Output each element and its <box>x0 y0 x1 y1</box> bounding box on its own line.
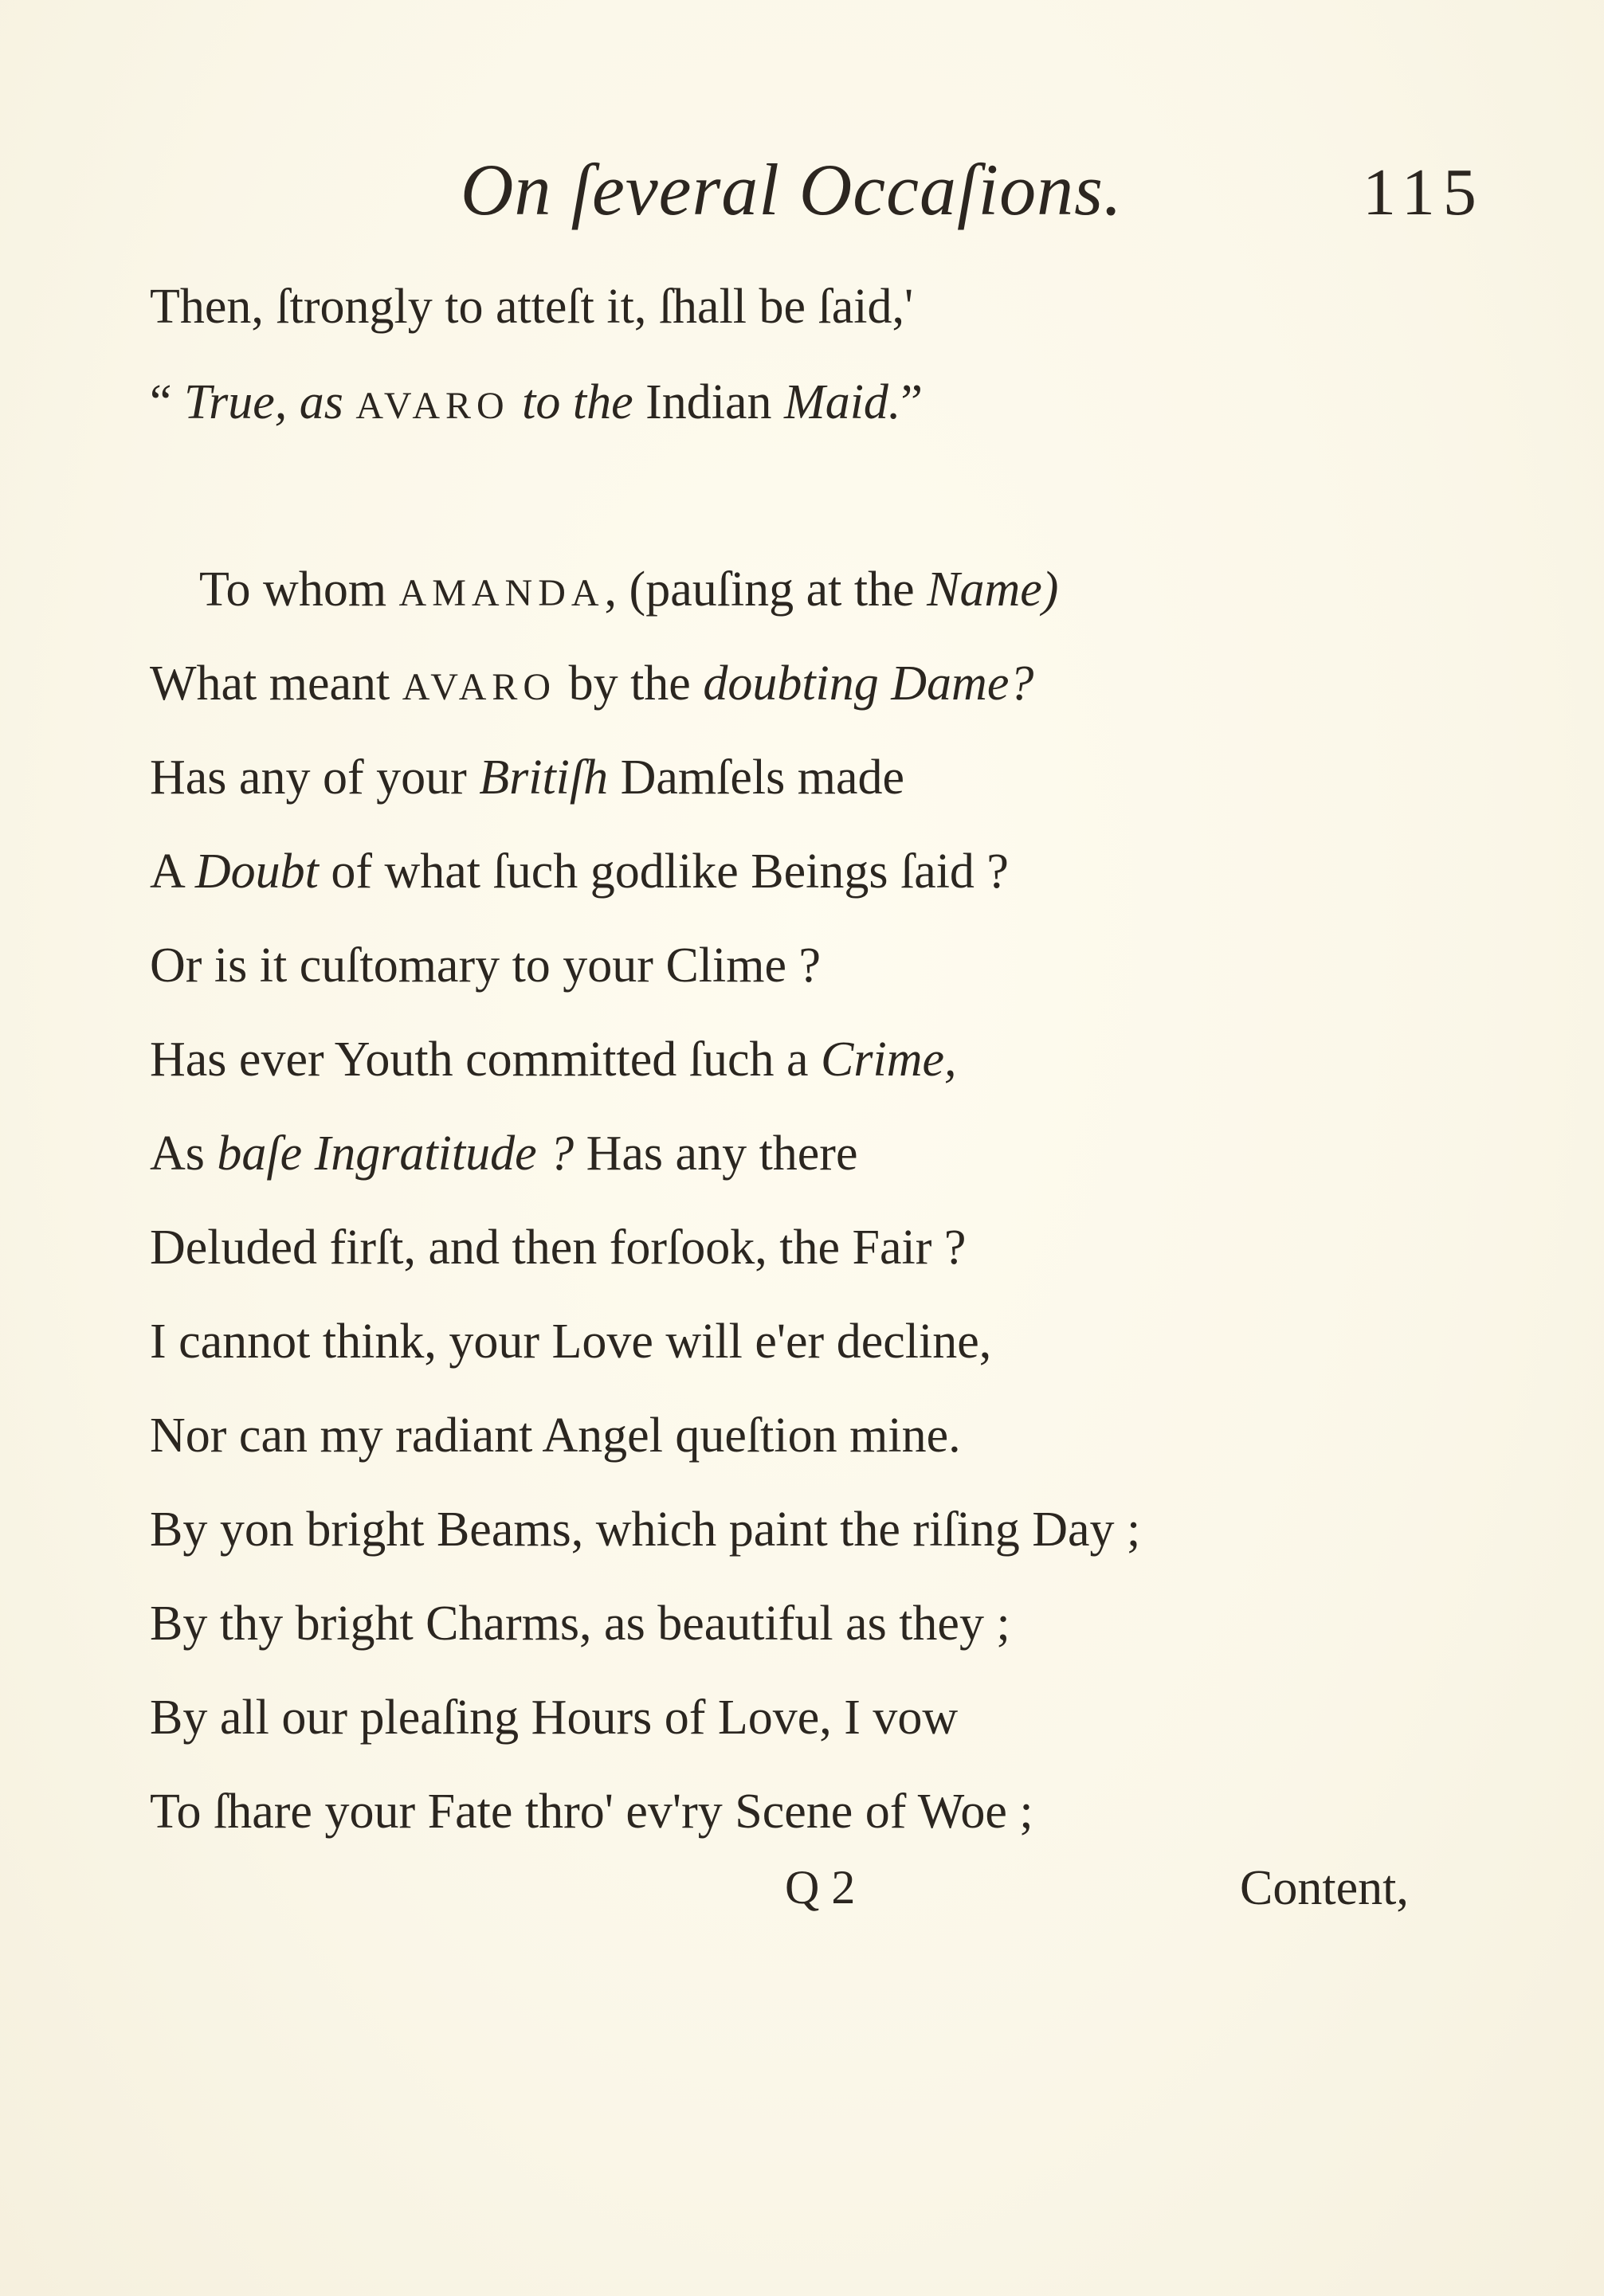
verse-line: By yon bright Beams, which paint the riſing Day ; <box>150 1503 1141 1557</box>
verse-line: To ſhare your Fate thro' ev'ry Scene of Woe ; <box>150 1785 1033 1839</box>
signature-mark: Q 2 <box>785 1861 856 1914</box>
page-header <box>0 139 1604 235</box>
verse-line: A Doubt of what ſuch godlike Beings ſaid ? <box>150 844 1009 899</box>
verse-line: Then, ſtrongly to atteſt it, ſhall be ſaid,' <box>150 280 914 334</box>
running-title: On ſeveral Occaſions. <box>461 149 1123 230</box>
catchword: Content, <box>1240 1861 1409 1915</box>
verse-line: Nor can my radiant Angel queſtion mine. <box>150 1409 961 1463</box>
page-number: 115 <box>1363 155 1484 229</box>
verse-line: By all our pleaſing Hours of Love, I vow <box>150 1691 959 1745</box>
verse-line: “ True, as AVARO to the Indian Maid.” <box>150 375 923 429</box>
verse-line: I cannot think, your Love will e'er decline, <box>150 1315 992 1369</box>
verse-line: Deluded firſt, and then forſook, the Fair ? <box>150 1220 967 1275</box>
verse-line: Or is it cuſtomary to your Clime ? <box>150 938 822 993</box>
verse-line: To whom AMANDA, (pauſing at the Name) <box>199 562 1059 617</box>
verse-line: Has any of your Britiſh Damſels made <box>150 750 905 805</box>
verse-line: As baſe Ingratitude ? Has any there <box>150 1126 858 1181</box>
verse-line: What meant AVARO by the doubting Dame? <box>150 656 1034 711</box>
verse-line: By thy bright Charms, as beautiful as they ; <box>150 1597 1010 1651</box>
verse-line: Has ever Youth committed ſuch a Crime, <box>150 1032 957 1087</box>
